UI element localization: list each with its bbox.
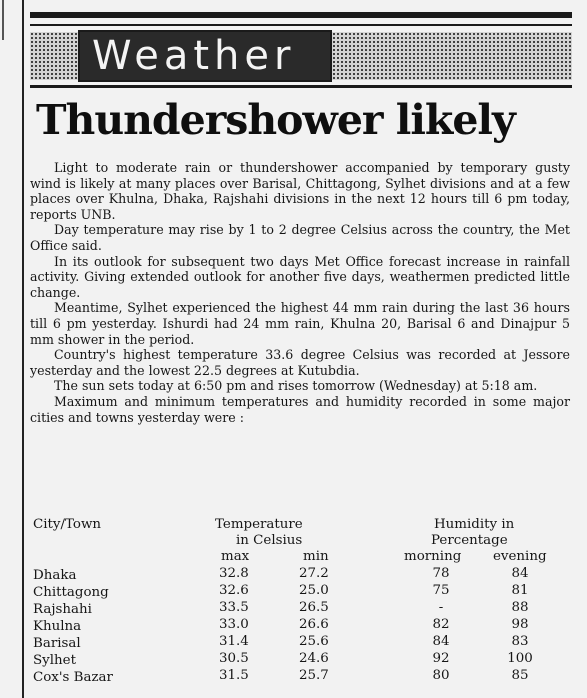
- row-evening: 98: [511, 617, 529, 632]
- paragraph: Day temperature may rise by 1 to 2 degree Celsius across the country, the Met Office said.: [30, 222, 570, 253]
- subheader-morning: morning: [404, 549, 462, 564]
- row-morning: 80: [432, 668, 450, 683]
- paragraph: Light to moderate rain or thundershower accompanied by temporary gusty wind is likely at many places over Barisal, Chittagong, Sylhet divisions and at a few places over Khulna, Dhaka, Rajshahi divisions in the next 12 hours till 6 pm today, reports UNB.: [30, 160, 570, 222]
- row-city: Khulna: [33, 619, 82, 634]
- paragraph: Maximum and minimum temperatures and humidity recorded in some major cities and towns yesterday were :: [30, 393, 570, 425]
- row-city: Sylhet: [33, 653, 76, 668]
- row-evening: 85: [511, 668, 529, 683]
- row-min: 25.0: [299, 583, 329, 598]
- row-morning: 84: [432, 634, 450, 649]
- row-max: 30.5: [219, 651, 249, 666]
- row-city: Dhaka: [33, 568, 77, 583]
- row-min: 25.6: [299, 634, 329, 649]
- row-min: 26.6: [299, 617, 329, 632]
- row-max: 33.5: [219, 600, 249, 615]
- row-evening: 81: [511, 583, 529, 598]
- row-city: Cox's Bazar: [33, 670, 113, 685]
- row-city: Barisal: [33, 636, 81, 651]
- row-city: Chittagong: [33, 585, 109, 600]
- col-header-temperature-unit: in Celsius: [236, 533, 303, 548]
- row-morning: 78: [432, 566, 450, 581]
- row-evening: 83: [511, 634, 529, 649]
- row-max: 31.5: [219, 668, 249, 683]
- paragraph: The sun sets today at 6:50 pm and rises tomorrow (Wednesday) at 5:18 am.: [54, 378, 538, 394]
- row-morning: 82: [432, 617, 450, 632]
- row-max: 32.8: [219, 566, 249, 581]
- section-label: Weather: [92, 33, 296, 79]
- col-header-city: City/Town: [33, 517, 102, 532]
- row-morning: -: [438, 600, 444, 615]
- subheader-max: max: [221, 549, 250, 564]
- row-min: 26.5: [299, 600, 329, 615]
- subheader-evening: evening: [493, 549, 547, 564]
- col-header-humidity-unit: Percentage: [431, 533, 508, 548]
- paragraph: Country's highest temperature 33.6 degree Celsius was recorded at Jessore yesterday and the lowest 22.5 degrees at Kutubdia.: [30, 347, 570, 378]
- row-evening: 88: [511, 600, 529, 615]
- row-evening: 84: [511, 566, 529, 581]
- subheader-min: min: [303, 549, 329, 564]
- col-header-temperature: Temperature: [215, 517, 303, 532]
- row-max: 33.0: [219, 617, 249, 632]
- row-min: 27.2: [299, 566, 329, 581]
- paragraph: Meantime, Sylhet experienced the highest 44 mm rain during the last 36 hours till 6 pm yesterday. Ishurdi had 24 mm rain, Khulna 20, Barisal 6 and Dinajpur 5 mm shower in the period.: [30, 300, 570, 347]
- row-max: 32.6: [219, 583, 249, 598]
- row-city: Rajshahi: [33, 602, 92, 617]
- row-max: 31.4: [219, 634, 249, 649]
- col-header-humidity: Humidity in: [434, 517, 515, 532]
- row-morning: 92: [432, 651, 450, 666]
- headline: Thundershower likely: [36, 96, 515, 144]
- row-evening: 100: [507, 651, 533, 666]
- row-min: 25.7: [299, 668, 329, 683]
- paragraph: In its outlook for subsequent two days Met Office forecast increase in rainfall activity. Giving extended outlook for another five days, weathermen predicted little change.: [30, 253, 570, 300]
- row-min: 24.6: [299, 651, 329, 666]
- row-morning: 75: [432, 583, 450, 598]
